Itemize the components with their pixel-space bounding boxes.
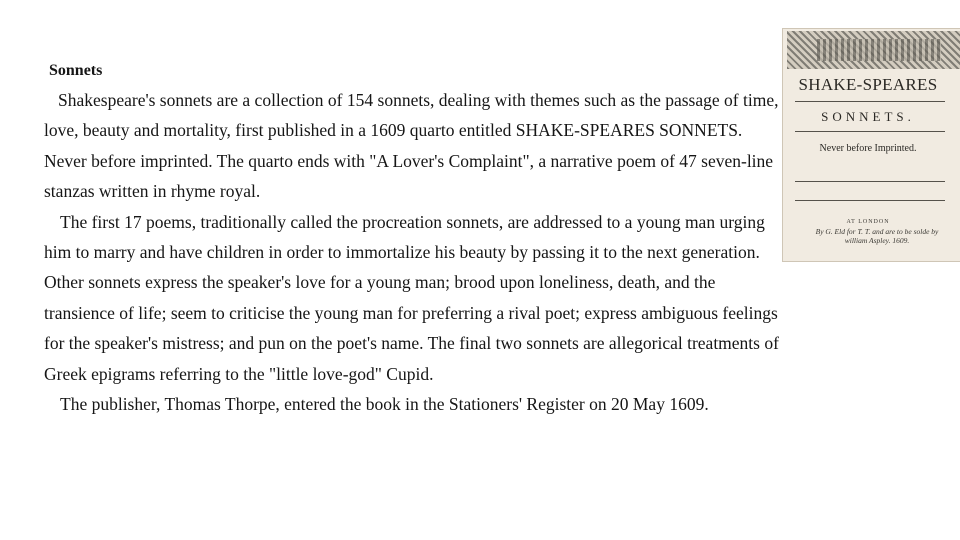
title-rule-middle	[795, 131, 945, 132]
decorative-ornament-band	[787, 31, 960, 69]
title-rule-lower-2	[795, 200, 945, 201]
title-page-tagline: Never before Imprinted.	[819, 143, 917, 154]
ornament-detail	[817, 39, 941, 61]
title-page-subtitle: SONNETS.	[821, 109, 915, 124]
title-page-title: SHAKE-SPEARES	[798, 75, 938, 94]
paragraph-intro: Shakespeare's sonnets are a collection of 154 sonnets, dealing with themes such as the passage of time, love, beauty and mortality, first published in a 1609 quarto entitled SHAKE-SPEARES SONNETS. Never before imprinted. The quarto ends with "A Lover's Complaint", a narrative poem of 47 seven-line stanzas written in rhyme royal.	[44, 90, 779, 202]
title-page-imprint: By G. Eld for T. T. and are to be solde by william Aspley. 1609.	[815, 227, 939, 245]
title-rule-top	[795, 101, 945, 102]
quarto-title-page-image	[782, 28, 960, 262]
title-rule-lower-1	[795, 181, 945, 182]
paragraph-themes: The first 17 poems, traditionally called the procreation sonnets, are addressed to a young man urging him to marry and have children in order to immortalize his beauty by passing it to the next generation. Other sonnets express the speaker's love for a young man; brood upon loneliness, death, and the transience of life; seem to criticise the young man for preferring a rival poet; express ambiguous feelings for the speaker's mistress; and pun on the poet's name. The final two sonnets are allegorical treatments of Greek epigrams referring to the "little love-god" Cupid.	[44, 211, 779, 384]
slide-body	[44, 57, 782, 419]
title-page-place: AT LONDON	[846, 219, 890, 225]
section-heading: Sonnets	[49, 62, 103, 79]
paragraph-publisher: The publisher, Thomas Thorpe, entered the book in the Stationers' Register on 20 May 1609.	[60, 394, 709, 415]
